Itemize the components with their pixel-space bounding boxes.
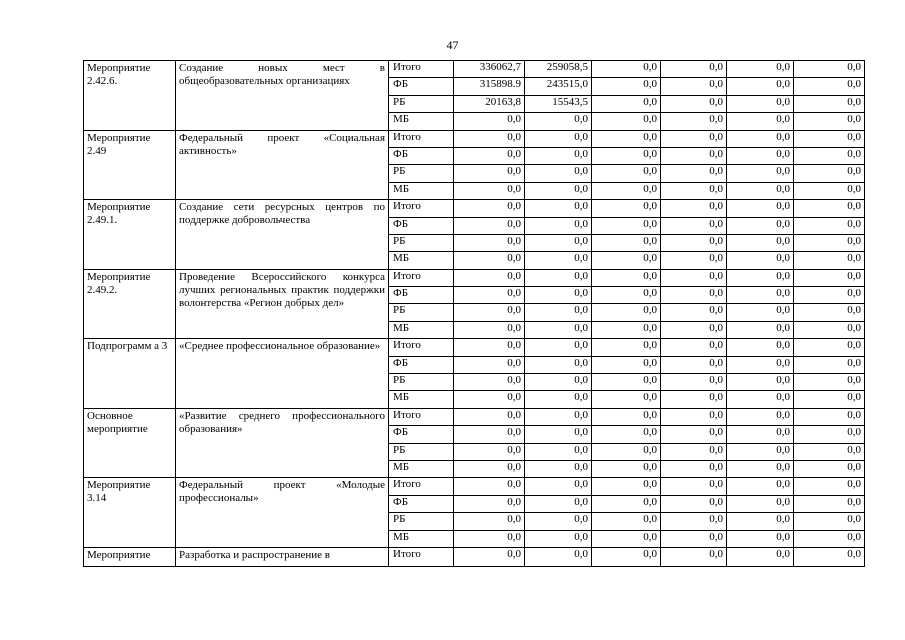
amount-cell: 0,0 <box>592 460 661 477</box>
amount-cell: 0,0 <box>727 391 794 408</box>
amount-cell: 0,0 <box>794 513 865 530</box>
amount-cell: 0,0 <box>592 391 661 408</box>
amount-cell: 0,0 <box>525 391 592 408</box>
amount-cell: 0,0 <box>661 113 727 130</box>
amount-cell: 0,0 <box>592 269 661 286</box>
amount-cell: 0,0 <box>794 113 865 130</box>
funding-source-cell: Итого <box>389 339 454 356</box>
table-row <box>84 339 865 356</box>
amount-cell: 0,0 <box>661 165 727 182</box>
amount-cell: 0,0 <box>525 217 592 234</box>
funding-source-cell: ФБ <box>389 495 454 512</box>
funding-source-cell: РБ <box>389 304 454 321</box>
funding-source-cell: РБ <box>389 165 454 182</box>
amount-cell: 0,0 <box>727 460 794 477</box>
amount-cell: 0,0 <box>794 460 865 477</box>
amount-cell: 0,0 <box>592 61 661 78</box>
activity-code-cell: Мероприятие 2.49.1. <box>84 200 176 270</box>
amount-cell: 0,0 <box>727 130 794 147</box>
amount-cell: 0,0 <box>794 426 865 443</box>
amount-cell: 0,0 <box>661 408 727 425</box>
table-row <box>84 269 865 286</box>
activity-name-cell: Создание новых мест в общеобразовательных организациях <box>176 61 389 131</box>
amount-cell: 0,0 <box>525 130 592 147</box>
amount-cell: 0,0 <box>454 113 525 130</box>
amount-cell: 0,0 <box>454 269 525 286</box>
funding-source-cell: ФБ <box>389 287 454 304</box>
amount-cell: 0,0 <box>454 165 525 182</box>
funding-source-cell: МБ <box>389 182 454 199</box>
amount-cell: 20163,8 <box>454 95 525 112</box>
amount-cell: 0,0 <box>592 547 661 566</box>
amount-cell: 0,0 <box>661 78 727 95</box>
amount-cell: 0,0 <box>592 513 661 530</box>
funding-source-cell: РБ <box>389 95 454 112</box>
amount-cell: 0,0 <box>661 460 727 477</box>
funding-source-cell: Итого <box>389 547 454 566</box>
amount-cell: 0,0 <box>794 78 865 95</box>
amount-cell: 0,0 <box>794 165 865 182</box>
table-row <box>84 200 865 217</box>
budget-table <box>83 60 865 567</box>
amount-cell: 0,0 <box>661 61 727 78</box>
funding-source-cell: МБ <box>389 391 454 408</box>
amount-cell: 0,0 <box>454 321 525 338</box>
amount-cell: 0,0 <box>454 443 525 460</box>
table-row <box>84 61 865 78</box>
amount-cell: 0,0 <box>661 391 727 408</box>
activity-name-cell: Проведение Всероссийского конкурса лучших региональных практик поддержки волонтерства «Регион добрых дел» <box>176 269 389 339</box>
activity-name-cell: Создание сети ресурсных центров по поддержке добровольчества <box>176 200 389 270</box>
amount-cell: 0,0 <box>525 165 592 182</box>
amount-cell: 0,0 <box>727 530 794 547</box>
amount-cell: 0,0 <box>525 374 592 391</box>
amount-cell: 0,0 <box>727 547 794 566</box>
funding-source-cell: МБ <box>389 460 454 477</box>
amount-cell: 0,0 <box>794 287 865 304</box>
amount-cell: 0,0 <box>454 287 525 304</box>
amount-cell: 0,0 <box>661 426 727 443</box>
activity-name-cell: Федеральный проект «Социальная активность» <box>176 130 389 200</box>
amount-cell: 0,0 <box>727 217 794 234</box>
amount-cell: 0,0 <box>661 443 727 460</box>
amount-cell: 0,0 <box>794 339 865 356</box>
amount-cell: 0,0 <box>525 304 592 321</box>
amount-cell: 0,0 <box>727 513 794 530</box>
funding-source-cell: Итого <box>389 130 454 147</box>
amount-cell: 0,0 <box>727 200 794 217</box>
amount-cell: 0,0 <box>592 287 661 304</box>
funding-source-cell: МБ <box>389 113 454 130</box>
amount-cell: 0,0 <box>454 304 525 321</box>
amount-cell: 243515,0 <box>525 78 592 95</box>
amount-cell: 0,0 <box>592 321 661 338</box>
amount-cell: 0,0 <box>454 426 525 443</box>
amount-cell: 0,0 <box>525 321 592 338</box>
funding-source-cell: МБ <box>389 321 454 338</box>
table-row <box>84 130 865 147</box>
amount-cell: 0,0 <box>592 530 661 547</box>
activity-name-cell: «Среднее профессиональное образование» <box>176 339 389 409</box>
activity-code-cell: Мероприятие <box>84 547 176 566</box>
amount-cell: 0,0 <box>661 304 727 321</box>
amount-cell: 0,0 <box>794 321 865 338</box>
amount-cell: 0,0 <box>727 287 794 304</box>
amount-cell: 0,0 <box>661 495 727 512</box>
amount-cell: 0,0 <box>794 61 865 78</box>
amount-cell: 0,0 <box>525 252 592 269</box>
activity-code-cell: Мероприятие 3.14 <box>84 478 176 548</box>
amount-cell: 0,0 <box>727 147 794 164</box>
funding-source-cell: ФБ <box>389 147 454 164</box>
page-number: 47 <box>446 38 459 52</box>
amount-cell: 0,0 <box>592 426 661 443</box>
funding-source-cell: ФБ <box>389 356 454 373</box>
amount-cell: 0,0 <box>454 339 525 356</box>
amount-cell: 0,0 <box>794 443 865 460</box>
amount-cell: 0,0 <box>454 374 525 391</box>
amount-cell: 0,0 <box>661 287 727 304</box>
amount-cell: 0,0 <box>592 182 661 199</box>
amount-cell: 0,0 <box>525 478 592 495</box>
amount-cell: 0,0 <box>727 61 794 78</box>
amount-cell: 0,0 <box>727 339 794 356</box>
amount-cell: 0,0 <box>525 495 592 512</box>
funding-source-cell: ФБ <box>389 78 454 95</box>
amount-cell: 0,0 <box>794 95 865 112</box>
amount-cell: 0,0 <box>661 513 727 530</box>
funding-source-cell: Итого <box>389 200 454 217</box>
amount-cell: 0,0 <box>592 147 661 164</box>
amount-cell: 0,0 <box>727 374 794 391</box>
amount-cell: 0,0 <box>661 217 727 234</box>
amount-cell: 0,0 <box>727 234 794 251</box>
amount-cell: 0,0 <box>525 408 592 425</box>
amount-cell: 0,0 <box>794 547 865 566</box>
table-row <box>84 478 865 495</box>
amount-cell: 0,0 <box>661 182 727 199</box>
amount-cell: 0,0 <box>454 217 525 234</box>
amount-cell: 0,0 <box>525 200 592 217</box>
amount-cell: 0,0 <box>661 374 727 391</box>
amount-cell: 259058,5 <box>525 61 592 78</box>
funding-source-cell: Итого <box>389 478 454 495</box>
funding-source-cell: Итого <box>389 61 454 78</box>
amount-cell: 0,0 <box>592 234 661 251</box>
amount-cell: 0,0 <box>525 356 592 373</box>
amount-cell: 0,0 <box>454 200 525 217</box>
funding-source-cell: ФБ <box>389 426 454 443</box>
amount-cell: 0,0 <box>454 547 525 566</box>
table-row <box>84 547 865 566</box>
amount-cell: 0,0 <box>794 252 865 269</box>
funding-source-cell: Итого <box>389 408 454 425</box>
amount-cell: 0,0 <box>454 408 525 425</box>
amount-cell: 0,0 <box>454 495 525 512</box>
funding-source-cell: РБ <box>389 513 454 530</box>
amount-cell: 0,0 <box>727 113 794 130</box>
activity-code-cell: Мероприятие 2.49 <box>84 130 176 200</box>
amount-cell: 0,0 <box>661 339 727 356</box>
activity-code-cell: Мероприятие 2.49.2. <box>84 269 176 339</box>
amount-cell: 0,0 <box>794 234 865 251</box>
amount-cell: 0,0 <box>454 460 525 477</box>
amount-cell: 0,0 <box>454 478 525 495</box>
amount-cell: 0,0 <box>794 304 865 321</box>
amount-cell: 0,0 <box>661 130 727 147</box>
amount-cell: 0,0 <box>794 495 865 512</box>
amount-cell: 0,0 <box>794 269 865 286</box>
amount-cell: 0,0 <box>727 321 794 338</box>
activity-code-cell: Основное мероприятие <box>84 408 176 478</box>
amount-cell: 0,0 <box>794 391 865 408</box>
amount-cell: 0,0 <box>454 513 525 530</box>
funding-source-cell: ФБ <box>389 217 454 234</box>
amount-cell: 0,0 <box>727 426 794 443</box>
amount-cell: 0,0 <box>727 408 794 425</box>
table-row <box>84 408 865 425</box>
amount-cell: 0,0 <box>661 321 727 338</box>
amount-cell: 0,0 <box>454 391 525 408</box>
activity-code-cell: Подпрограмм а 3 <box>84 339 176 409</box>
amount-cell: 0,0 <box>661 147 727 164</box>
amount-cell: 0,0 <box>592 78 661 95</box>
amount-cell: 0,0 <box>525 547 592 566</box>
amount-cell: 0,0 <box>794 374 865 391</box>
amount-cell: 0,0 <box>592 495 661 512</box>
amount-cell: 336062,7 <box>454 61 525 78</box>
amount-cell: 0,0 <box>661 252 727 269</box>
activity-name-cell: «Развитие среднего профессионального образования» <box>176 408 389 478</box>
funding-source-cell: РБ <box>389 234 454 251</box>
amount-cell: 0,0 <box>592 130 661 147</box>
amount-cell: 0,0 <box>727 356 794 373</box>
amount-cell: 0,0 <box>592 304 661 321</box>
amount-cell: 0,0 <box>525 443 592 460</box>
amount-cell: 0,0 <box>592 200 661 217</box>
amount-cell: 0,0 <box>794 408 865 425</box>
amount-cell: 0,0 <box>454 234 525 251</box>
amount-cell: 0,0 <box>592 408 661 425</box>
amount-cell: 0,0 <box>525 530 592 547</box>
amount-cell: 0,0 <box>454 130 525 147</box>
amount-cell: 0,0 <box>592 443 661 460</box>
amount-cell: 0,0 <box>661 200 727 217</box>
amount-cell: 0,0 <box>794 530 865 547</box>
amount-cell: 0,0 <box>794 356 865 373</box>
amount-cell: 0,0 <box>592 339 661 356</box>
amount-cell: 0,0 <box>592 356 661 373</box>
amount-cell: 0,0 <box>525 182 592 199</box>
amount-cell: 0,0 <box>661 356 727 373</box>
amount-cell: 0,0 <box>727 269 794 286</box>
amount-cell: 0,0 <box>454 356 525 373</box>
amount-cell: 0,0 <box>454 147 525 164</box>
amount-cell: 0,0 <box>794 217 865 234</box>
amount-cell: 0,0 <box>592 165 661 182</box>
amount-cell: 0,0 <box>727 182 794 199</box>
amount-cell: 0,0 <box>525 339 592 356</box>
amount-cell: 0,0 <box>592 478 661 495</box>
amount-cell: 0,0 <box>525 269 592 286</box>
amount-cell: 315898.9 <box>454 78 525 95</box>
amount-cell: 0,0 <box>592 374 661 391</box>
amount-cell: 0,0 <box>592 252 661 269</box>
amount-cell: 0,0 <box>525 234 592 251</box>
amount-cell: 0,0 <box>661 547 727 566</box>
amount-cell: 0,0 <box>592 217 661 234</box>
amount-cell: 0,0 <box>794 147 865 164</box>
amount-cell: 0,0 <box>525 426 592 443</box>
amount-cell: 0,0 <box>525 147 592 164</box>
budget-table-body <box>84 61 865 567</box>
activity-name-cell: Федеральный проект «Молодые профессионалы» <box>176 478 389 548</box>
funding-source-cell: РБ <box>389 374 454 391</box>
amount-cell: 0,0 <box>525 113 592 130</box>
amount-cell: 0,0 <box>727 95 794 112</box>
amount-cell: 0,0 <box>727 478 794 495</box>
funding-source-cell: РБ <box>389 443 454 460</box>
amount-cell: 0,0 <box>592 95 661 112</box>
amount-cell: 0,0 <box>661 234 727 251</box>
activity-code-cell: Мероприятие 2.42.6. <box>84 61 176 131</box>
amount-cell: 0,0 <box>525 513 592 530</box>
amount-cell: 0,0 <box>727 495 794 512</box>
amount-cell: 0,0 <box>727 78 794 95</box>
amount-cell: 0,0 <box>794 200 865 217</box>
amount-cell: 15543,5 <box>525 95 592 112</box>
amount-cell: 0,0 <box>661 269 727 286</box>
amount-cell: 0,0 <box>454 252 525 269</box>
amount-cell: 0,0 <box>661 95 727 112</box>
funding-source-cell: МБ <box>389 252 454 269</box>
amount-cell: 0,0 <box>525 287 592 304</box>
amount-cell: 0,0 <box>794 478 865 495</box>
activity-name-cell: Разработка и распространение в <box>176 547 389 566</box>
amount-cell: 0,0 <box>661 478 727 495</box>
amount-cell: 0,0 <box>727 252 794 269</box>
amount-cell: 0,0 <box>794 130 865 147</box>
amount-cell: 0,0 <box>727 165 794 182</box>
amount-cell: 0,0 <box>592 113 661 130</box>
amount-cell: 0,0 <box>727 443 794 460</box>
amount-cell: 0,0 <box>525 460 592 477</box>
amount-cell: 0,0 <box>661 530 727 547</box>
amount-cell: 0,0 <box>727 304 794 321</box>
amount-cell: 0,0 <box>794 182 865 199</box>
funding-source-cell: Итого <box>389 269 454 286</box>
amount-cell: 0,0 <box>454 530 525 547</box>
amount-cell: 0,0 <box>454 182 525 199</box>
funding-source-cell: МБ <box>389 530 454 547</box>
